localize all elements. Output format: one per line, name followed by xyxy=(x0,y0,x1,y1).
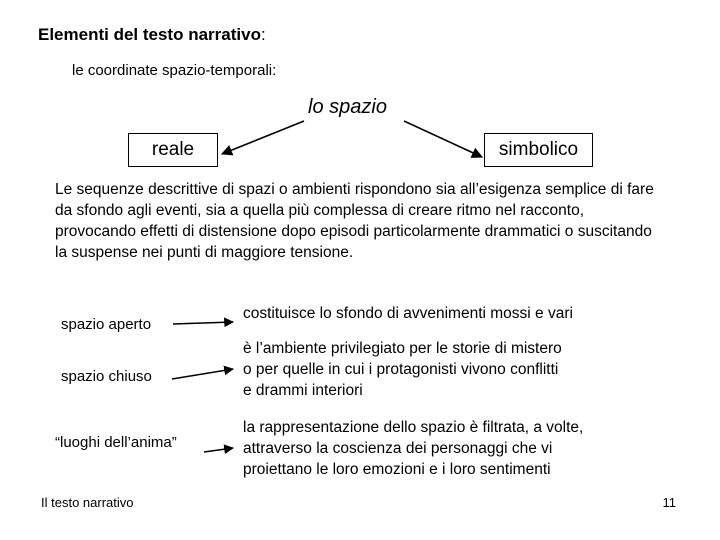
label-spazio-chiuso: spazio chiuso xyxy=(61,368,152,385)
desc-line: proiettano le loro emozioni e i loro sentimenti xyxy=(243,461,551,478)
desc-spazio-aperto xyxy=(243,303,573,324)
box-simbolico-label: simbolico xyxy=(498,139,579,160)
label-spazio-aperto: spazio aperto xyxy=(61,316,152,333)
page-number: 11 xyxy=(662,495,676,510)
box-reale xyxy=(128,133,218,167)
desc-line: o per quelle in cui i protagonisti vivono conflitti xyxy=(243,361,559,378)
slide-title xyxy=(38,25,266,45)
desc-line: è l’ambiente privilegiato per le storie di mistero xyxy=(243,340,562,357)
label-luoghi-anima: “luoghi dell’anima” xyxy=(55,434,177,451)
desc-line: e drammi interiori xyxy=(243,382,363,399)
desc-line: attraverso la coscienza dei personaggi che vi xyxy=(243,440,553,457)
arrow-luoghi-anima xyxy=(204,448,233,452)
box-reale-label: reale xyxy=(151,139,195,160)
desc-line: la rappresentazione dello spazio è filtrata, a volte, xyxy=(243,419,584,436)
slide-subtitle: le coordinate spazio-temporali: xyxy=(72,62,277,79)
slide-title-bold: Elementi del testo narrativo xyxy=(38,25,261,44)
desc-line: costituisce lo sfondo di avvenimenti mossi e vari xyxy=(243,305,573,322)
intro-paragraph: Le sequenze descrittive di spazi o ambienti rispondono sia all’esigenza semplice di fare da sfondo agli eventi, sia a quella più complessa di creare ritmo nel racconto, provocando effetti di distensione dopo episodi particolarmente drammatici o suscitando la suspense nei punti di maggiore tensione. xyxy=(55,181,654,261)
arrow-spazio-chiuso xyxy=(172,369,233,379)
center-label: lo spazio xyxy=(308,96,387,118)
desc-luoghi-anima xyxy=(243,417,583,480)
arrow-spazio-aperto xyxy=(173,322,233,324)
slide-title-suffix: : xyxy=(260,25,266,44)
arrow-to-reale xyxy=(222,121,304,154)
box-simbolico xyxy=(484,133,593,167)
footer-title: Il testo narrativo xyxy=(41,495,134,510)
arrow-to-simbolico xyxy=(404,121,482,157)
desc-spazio-chiuso xyxy=(243,338,562,401)
